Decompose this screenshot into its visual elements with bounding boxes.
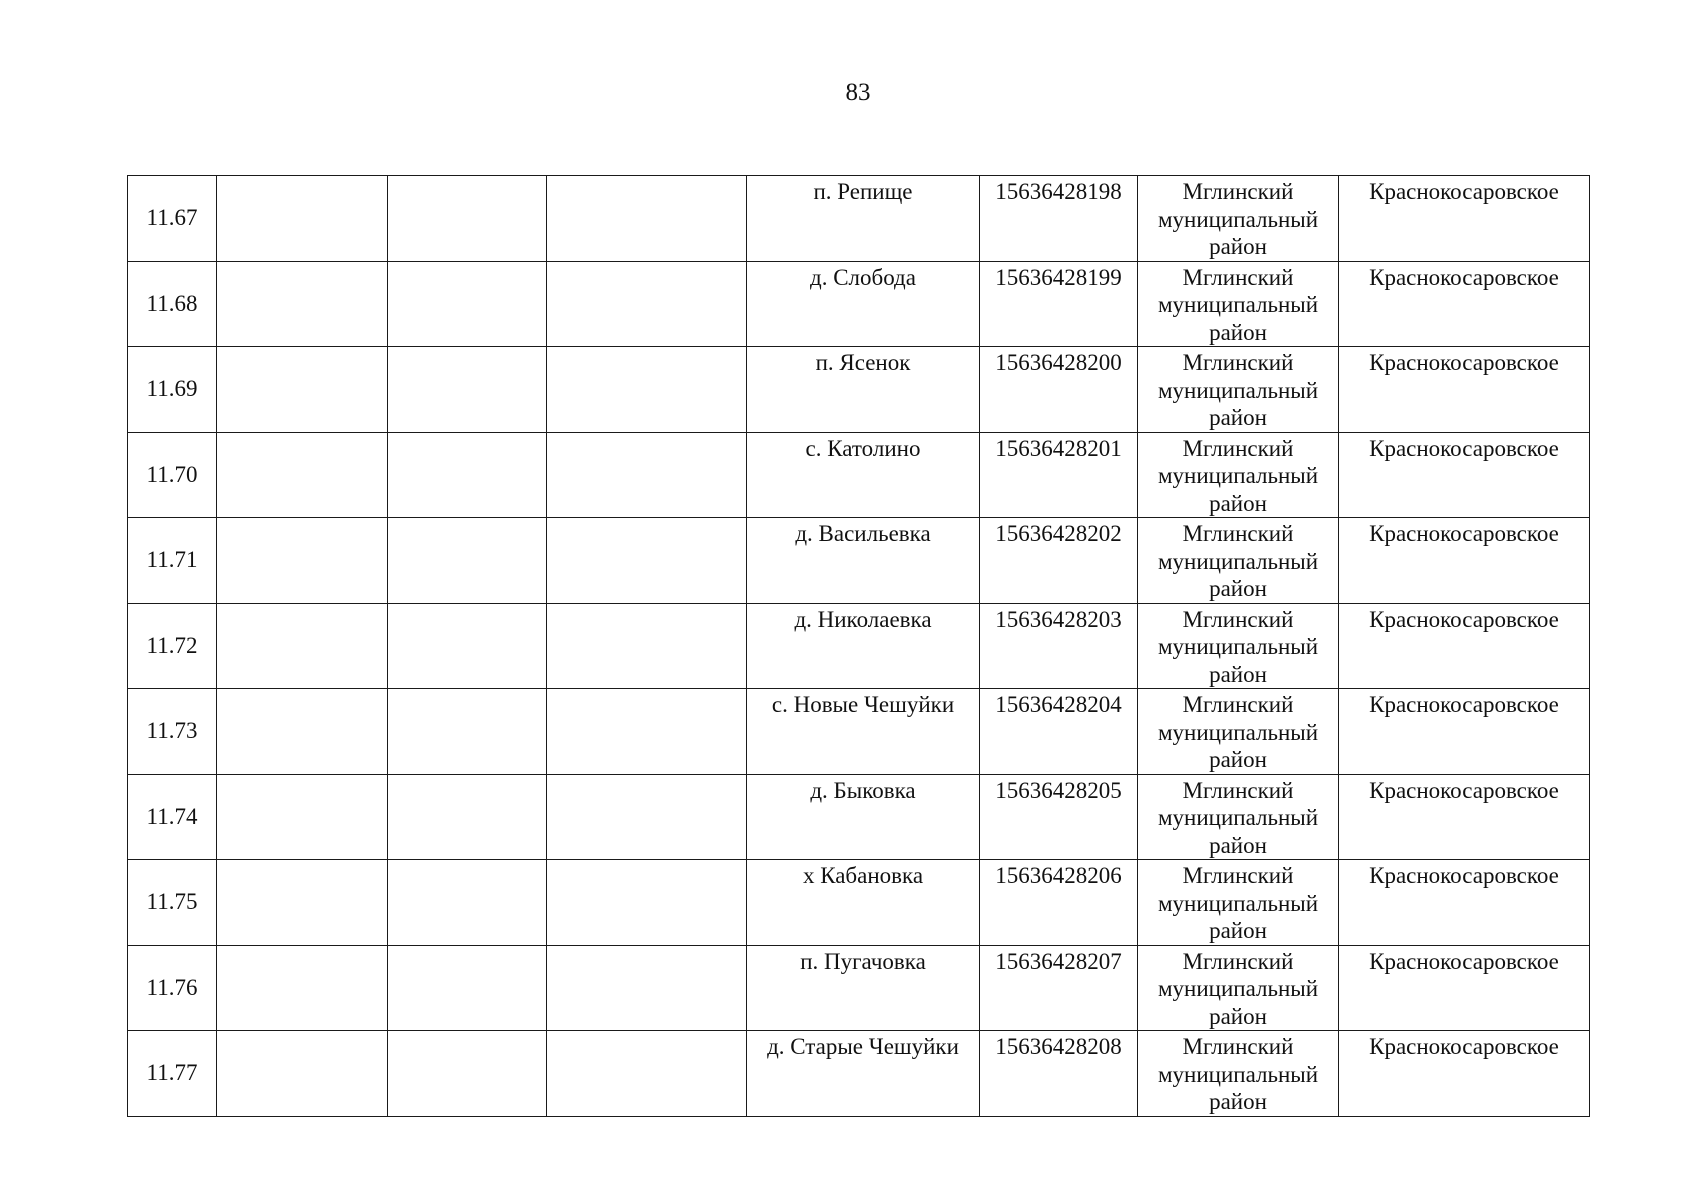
district-line: Мглинский <box>1182 179 1294 204</box>
row-number-cell: 11.73 <box>128 689 217 775</box>
row-number-cell: 11.69 <box>128 347 217 433</box>
empty-cell <box>217 945 388 1031</box>
empty-cell <box>547 689 747 775</box>
oktmo-code-cell: 15636428203 <box>980 603 1138 689</box>
empty-cell <box>217 603 388 689</box>
empty-cell <box>388 1031 547 1117</box>
oktmo-code-cell: 15636428208 <box>980 1031 1138 1117</box>
municipal-settlement-cell: Краснокосаровское <box>1339 689 1590 775</box>
district-cell <box>1138 774 1339 860</box>
table-row <box>128 432 1590 518</box>
empty-cell <box>547 176 747 262</box>
settlement-name-cell: д. Васильевка <box>747 518 980 604</box>
municipal-settlement-cell: Краснокосаровское <box>1339 261 1590 347</box>
district-line: район <box>1209 918 1267 943</box>
oktmo-code-cell: 15636428207 <box>980 945 1138 1031</box>
district-cell <box>1138 261 1339 347</box>
settlement-name-cell: д. Слобода <box>747 261 980 347</box>
oktmo-code-cell: 15636428204 <box>980 689 1138 775</box>
empty-cell <box>547 1031 747 1117</box>
empty-cell <box>217 261 388 347</box>
district-line: район <box>1209 576 1267 601</box>
empty-cell <box>388 176 547 262</box>
table-row <box>128 1031 1590 1117</box>
table-row <box>128 347 1590 433</box>
district-cell <box>1138 603 1339 689</box>
page-number: 83 <box>845 79 871 106</box>
oktmo-code-cell: 15636428200 <box>980 347 1138 433</box>
oktmo-code-cell: 15636428201 <box>980 432 1138 518</box>
empty-cell <box>547 603 747 689</box>
settlement-name-cell: с. Новые Чешуйки <box>747 689 980 775</box>
empty-cell <box>547 774 747 860</box>
district-line: район <box>1209 234 1267 259</box>
district-line: Мглинский <box>1182 948 1294 974</box>
district-cell <box>1138 860 1339 946</box>
district-line: район <box>1209 832 1267 858</box>
district-line: муниципальный <box>1157 890 1319 916</box>
oktmo-code-cell: 15636428205 <box>980 774 1138 860</box>
table-body <box>128 176 1590 1117</box>
oktmo-code-cell: 15636428198 <box>980 176 1138 262</box>
empty-cell <box>388 261 547 347</box>
oktmo-code-cell: 15636428202 <box>980 518 1138 604</box>
empty-cell <box>547 945 747 1031</box>
empty-cell <box>388 518 547 604</box>
district-line: муниципальный <box>1157 463 1319 488</box>
settlement-name-cell: х Кабановка <box>747 860 980 946</box>
empty-cell <box>217 774 388 860</box>
district-line: Мглинский <box>1182 606 1294 632</box>
empty-cell <box>217 860 388 946</box>
district-line: Мглинский <box>1182 1034 1294 1059</box>
empty-cell <box>217 176 388 262</box>
district-line: район <box>1209 490 1267 516</box>
empty-cell <box>547 860 747 946</box>
district-line: муниципальный <box>1157 976 1319 1001</box>
district-line: Мглинский <box>1182 264 1294 290</box>
district-line: муниципальный <box>1157 292 1319 317</box>
municipal-settlement-cell: Краснокосаровское <box>1339 603 1590 689</box>
table-row <box>128 261 1590 347</box>
settlement-name-cell: д. Николаевка <box>747 603 980 689</box>
district-line: район <box>1209 319 1267 345</box>
district-line: муниципальный <box>1157 634 1319 659</box>
row-number-cell: 11.76 <box>128 945 217 1031</box>
row-number-cell: 11.77 <box>128 1031 217 1117</box>
district-cell <box>1138 689 1339 775</box>
empty-cell <box>388 945 547 1031</box>
district-line: муниципальный <box>1157 377 1319 403</box>
municipal-settlement-cell: Краснокосаровское <box>1339 518 1590 604</box>
district-line: Мглинский <box>1182 777 1294 803</box>
district-cell <box>1138 432 1339 518</box>
empty-cell <box>388 432 547 518</box>
row-number-cell: 11.70 <box>128 432 217 518</box>
empty-cell <box>217 689 388 775</box>
row-number-cell: 11.67 <box>128 176 217 262</box>
row-number-cell: 11.75 <box>128 860 217 946</box>
settlement-name-cell: д. Быковка <box>747 774 980 860</box>
district-line: муниципальный <box>1157 719 1319 745</box>
district-cell <box>1138 518 1339 604</box>
district-line: муниципальный <box>1157 1061 1319 1087</box>
district-line: муниципальный <box>1157 548 1319 574</box>
district-line: район <box>1209 1089 1267 1114</box>
district-line: район <box>1209 747 1267 772</box>
table-row <box>128 860 1590 946</box>
district-line: Мглинский <box>1182 350 1294 375</box>
empty-cell <box>547 432 747 518</box>
empty-cell <box>217 1031 388 1117</box>
empty-cell <box>388 603 547 689</box>
table-row <box>128 689 1590 775</box>
settlement-name-cell: п. Ясенок <box>747 347 980 433</box>
municipal-settlement-cell: Краснокосаровское <box>1339 860 1590 946</box>
row-number-cell: 11.68 <box>128 261 217 347</box>
oktmo-code-cell: 15636428206 <box>980 860 1138 946</box>
empty-cell <box>217 432 388 518</box>
district-cell <box>1138 176 1339 262</box>
municipal-settlement-cell: Краснокосаровское <box>1339 774 1590 860</box>
municipal-settlement-cell: Краснокосаровское <box>1339 176 1590 262</box>
table-row <box>128 518 1590 604</box>
empty-cell <box>547 261 747 347</box>
district-line: район <box>1209 1003 1267 1029</box>
district-cell <box>1138 945 1339 1031</box>
district-cell <box>1138 1031 1339 1117</box>
settlement-name-cell: д. Старые Чешуйки <box>747 1031 980 1117</box>
municipal-settlement-cell: Краснокосаровское <box>1339 432 1590 518</box>
settlement-name-cell: п. Пугачовка <box>747 945 980 1031</box>
empty-cell <box>388 689 547 775</box>
municipal-settlement-cell: Краснокосаровское <box>1339 945 1590 1031</box>
empty-cell <box>547 347 747 433</box>
district-line: муниципальный <box>1157 206 1319 232</box>
district-line: Мглинский <box>1182 521 1294 546</box>
empty-cell <box>388 860 547 946</box>
district-line: Мглинский <box>1182 692 1294 717</box>
row-number-cell: 11.72 <box>128 603 217 689</box>
empty-cell <box>388 774 547 860</box>
settlement-name-cell: с. Католино <box>747 432 980 518</box>
district-cell <box>1138 347 1339 433</box>
row-number-cell: 11.74 <box>128 774 217 860</box>
settlement-name-cell: п. Репище <box>747 176 980 262</box>
district-line: район <box>1209 661 1267 687</box>
empty-cell <box>217 347 388 433</box>
district-line: муниципальный <box>1157 805 1319 830</box>
table-row <box>128 176 1590 262</box>
table-row <box>128 603 1590 689</box>
empty-cell <box>547 518 747 604</box>
empty-cell <box>388 347 547 433</box>
table-row <box>128 945 1590 1031</box>
district-line: Мглинский <box>1182 863 1294 888</box>
municipal-settlement-cell: Краснокосаровское <box>1339 1031 1590 1117</box>
district-line: Мглинский <box>1182 435 1294 461</box>
row-number-cell: 11.71 <box>128 518 217 604</box>
municipal-settlement-cell: Краснокосаровское <box>1339 347 1590 433</box>
oktmo-code-cell: 15636428199 <box>980 261 1138 347</box>
empty-cell <box>217 518 388 604</box>
district-line: район <box>1209 405 1267 430</box>
settlements-table <box>127 175 1590 1117</box>
table-row <box>128 774 1590 860</box>
